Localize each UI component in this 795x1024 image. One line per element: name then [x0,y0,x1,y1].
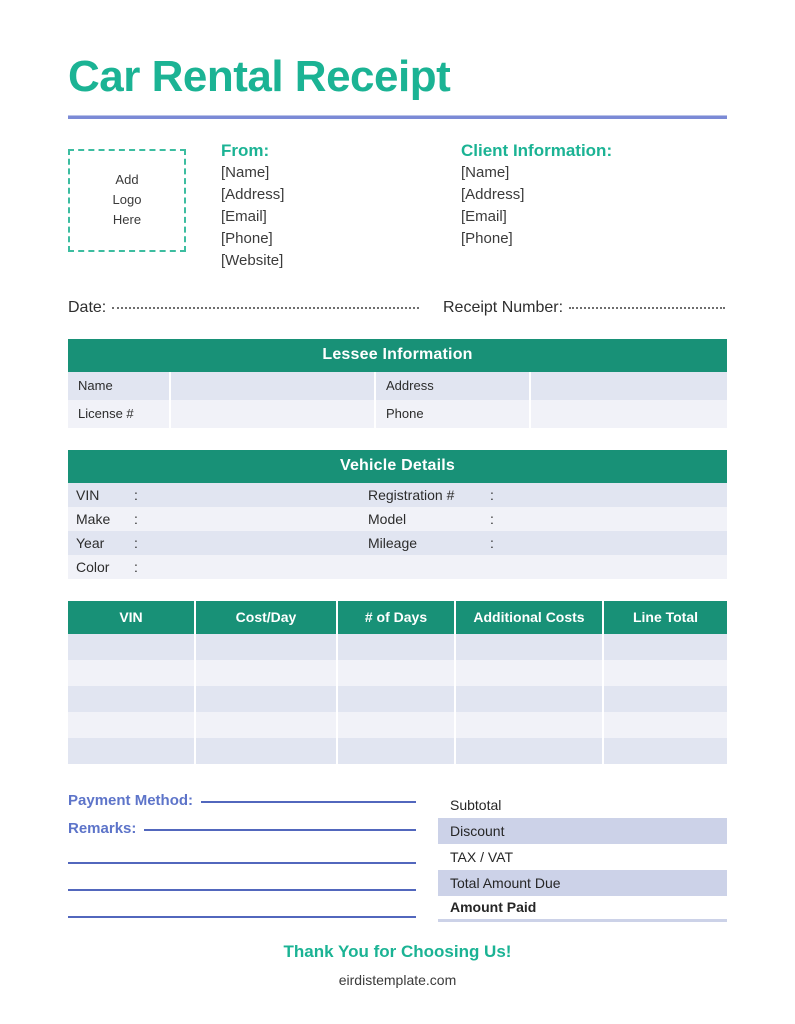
vehicle-label-mileage: Mileage [368,534,418,551]
parties-section [68,141,727,273]
lessee-value-license[interactable] [171,400,376,428]
cell-additional[interactable] [456,686,604,712]
receipt-number-field[interactable] [443,299,727,317]
remarks-field[interactable] [68,820,416,837]
cell-additional[interactable] [456,660,604,686]
cell-vin[interactable] [68,738,196,764]
cell-line-total[interactable] [604,634,727,660]
table-row [68,738,727,764]
vehicle-colon-mileage: : [490,534,494,551]
vehicle-colon-year: : [134,534,138,551]
cell-vin[interactable] [68,660,196,686]
column-header-vin: VIN [68,601,196,634]
cell-line-total[interactable] [604,712,727,738]
logo-line-2: Logo [112,192,142,208]
date-field[interactable] [68,299,443,317]
client-line-name[interactable]: [Name] [461,163,510,181]
from-block [221,141,451,273]
line-items-section [68,601,727,764]
cell-days[interactable] [338,660,456,686]
table-row [68,372,727,400]
cell-cost-day[interactable] [196,686,338,712]
vehicle-colon-make: : [134,510,138,527]
cell-days[interactable] [338,738,456,764]
from-line-website[interactable]: [Website] [221,252,284,270]
date-input-line[interactable] [112,307,419,309]
logo-line-1: Add [115,171,139,187]
logo-line-3: Here [112,212,142,228]
from-line-name[interactable]: [Name] [221,163,270,181]
footer [0,942,795,988]
client-line-email[interactable]: [Email] [461,207,507,225]
cell-vin[interactable] [68,634,196,660]
table-row [68,712,727,738]
vehicle-label-color: Color [76,558,110,575]
client-line-phone[interactable]: [Phone] [461,230,513,248]
totals-block [438,792,727,922]
client-heading: Client Information: [461,140,613,160]
vehicle-label-year: Year [76,534,105,551]
column-header-line-total: Line Total [632,608,699,625]
from-heading: From: [221,140,270,160]
remarks-label: Remarks: [68,819,137,837]
table-row [68,660,727,686]
table-row [68,531,727,555]
payment-block [68,792,438,922]
cell-additional[interactable] [456,738,604,764]
cell-days[interactable] [338,712,456,738]
column-header-additional-costs: Additional Costs [456,601,604,634]
cell-cost-day[interactable] [196,738,338,764]
table-row [68,686,727,712]
from-line-email[interactable]: [Email] [221,207,267,225]
column-header-cost-day: Cost/Day [196,601,338,634]
cell-days[interactable] [338,686,456,712]
lessee-label-phone: Phone [376,400,531,428]
date-label: Date: [68,298,107,316]
lessee-section [68,339,727,428]
cell-line-total[interactable] [604,738,727,764]
lessee-label-address: Address [376,372,531,400]
title-divider [68,115,727,119]
cell-additional[interactable] [456,712,604,738]
cell-cost-day[interactable] [196,634,338,660]
from-line-phone[interactable]: [Phone] [221,230,273,248]
line-items-header-row [68,601,727,634]
vehicle-label-make: Make [76,510,111,527]
column-header-days: # of Days [338,601,456,634]
remarks-input-line[interactable] [144,829,416,831]
cell-line-total[interactable] [604,686,727,712]
payment-method-field[interactable] [68,792,416,809]
totals-row-subtotal[interactable]: Subtotal [438,792,727,818]
cell-vin[interactable] [68,712,196,738]
cell-days[interactable] [338,634,456,660]
vehicle-colon-vin: : [134,486,138,503]
vehicle-section-header: Vehicle Details [68,450,727,483]
lessee-label-license: License # [68,400,171,428]
remarks-extra-line-3[interactable] [68,916,416,918]
receipt-number-label: Receipt Number: [443,298,564,316]
payment-method-input-line[interactable] [201,801,416,803]
remarks-extra-line-2[interactable] [68,889,416,891]
cell-additional[interactable] [456,634,604,660]
totals-row-total-amount-due[interactable]: Total Amount Due [438,870,727,896]
table-row [68,507,727,531]
client-line-address[interactable]: [Address] [461,185,525,203]
vehicle-colon-color: : [134,558,138,575]
receipt-number-input-line[interactable] [569,307,725,309]
website-credit: eirdistemplate.com [338,972,457,988]
cell-cost-day[interactable] [196,712,338,738]
vehicle-label-model: Model [368,510,407,527]
thank-you-message: Thank You for Choosing Us! [283,942,512,961]
table-row [68,483,727,507]
from-line-address[interactable]: [Address] [221,185,285,203]
totals-row-amount-paid[interactable]: Amount Paid [438,896,727,922]
logo-placeholder-box[interactable] [68,149,186,252]
vehicle-colon-model: : [490,510,494,527]
remarks-extra-line-1[interactable] [68,862,416,864]
page-title: Car Rental Receipt [68,52,451,101]
meta-row [68,299,727,317]
lessee-value-name[interactable] [171,372,376,400]
vehicle-label-registration: Registration # [368,486,455,503]
payment-totals-section [68,792,727,922]
cell-line-total[interactable] [604,660,727,686]
table-row [68,555,727,579]
vehicle-section [68,450,727,579]
table-row [68,634,727,660]
client-block [461,141,727,273]
payment-method-label: Payment Method: [68,791,194,809]
lessee-label-name: Name [68,372,171,400]
lessee-value-address[interactable] [531,372,727,400]
vehicle-label-vin: VIN [76,486,100,503]
cell-cost-day[interactable] [196,660,338,686]
lessee-section-header: Lessee Information [68,339,727,372]
cell-vin[interactable] [68,686,196,712]
vehicle-colon-registration: : [490,486,494,503]
lessee-value-phone[interactable] [531,400,727,428]
totals-row-discount[interactable]: Discount [438,818,727,844]
totals-row-tax-vat[interactable]: TAX / VAT [438,844,727,870]
table-row [68,400,727,428]
